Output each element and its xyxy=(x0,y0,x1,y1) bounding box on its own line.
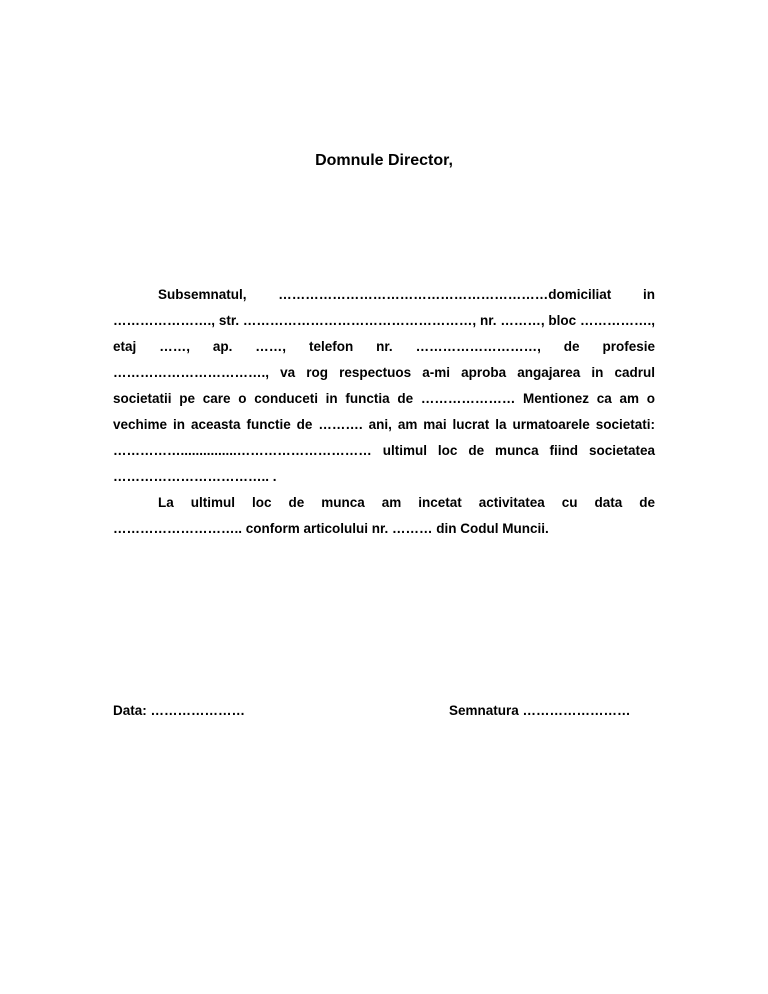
date-field: Data: ………………… xyxy=(113,703,246,718)
paragraph-previous-job: La ultimul loc de munca am incetat activitatea cu data de ……………………….. conform articolului nr. ……… din Codul Muncii. xyxy=(113,495,655,536)
document-body xyxy=(113,282,655,542)
signature-field: Semnatura …………………… xyxy=(449,703,631,718)
signature-row xyxy=(113,700,655,722)
document-title: Domnule Director, xyxy=(315,152,453,169)
paragraph-request: Subsemnatul, ……………………………………………………domiciliat in …………………., str. ……………………………………………, nr. ………, bloc ……………., etaj ……, ap. ……, telefon nr. ………………………, de profesie ……………………………., va rog respectuos a-mi aproba angajarea in cadrul societatii pe care o conduceti in functia de ………………… Mentionez ca am o vechime in aceasta functie de ………. ani, am mai lucrat la urmatoarele societati: ……………...............………………………… ultimul loc de munca fiind societatea …………………………….. . xyxy=(113,287,655,484)
